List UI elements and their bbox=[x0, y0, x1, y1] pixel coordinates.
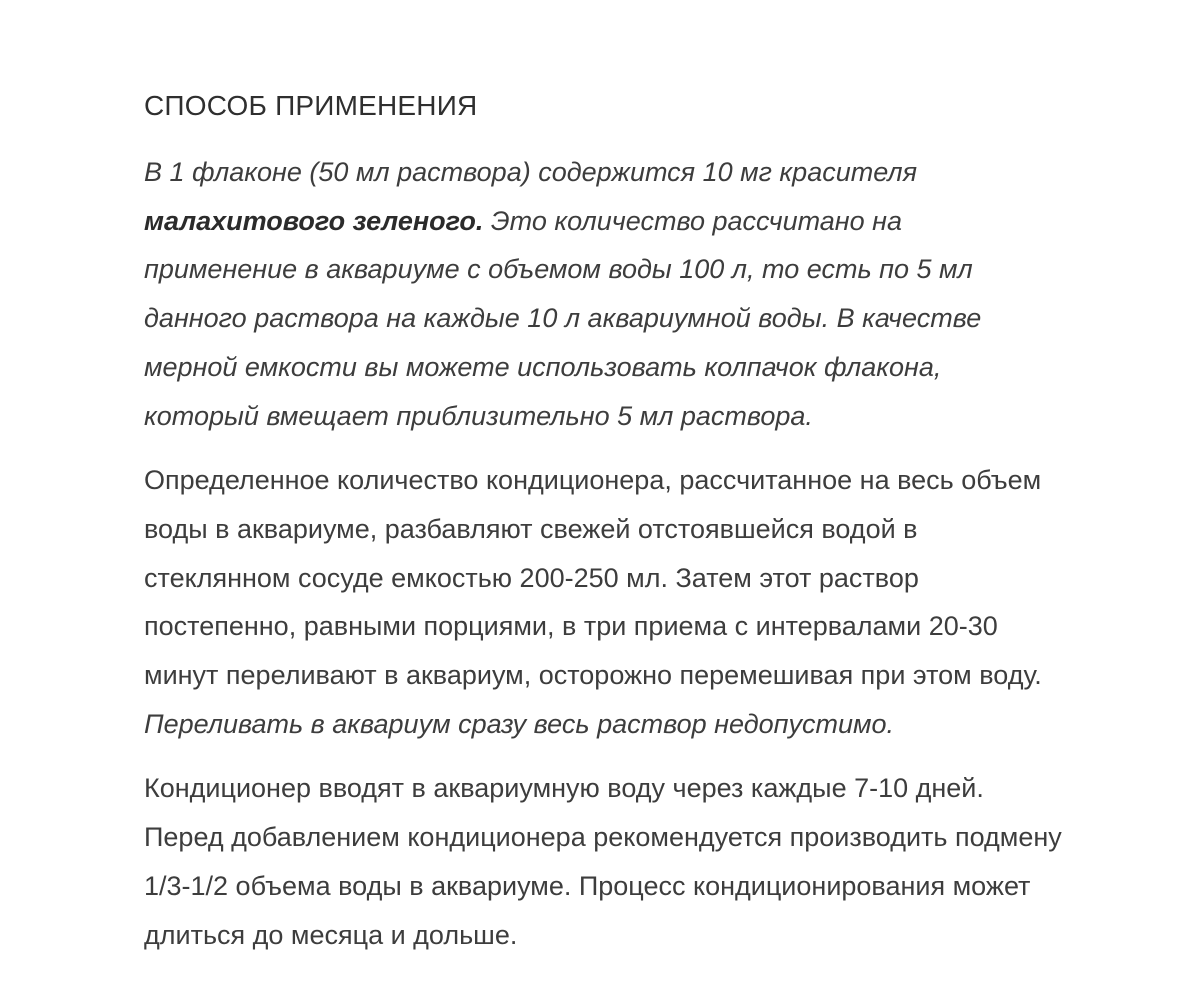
section-heading: СПОСОБ ПРИМЕНЕНИЯ bbox=[144, 90, 478, 121]
preparation-line-4: постепенно, равными порциями, в три приема с интервалами 20-30 bbox=[144, 611, 998, 642]
dye-name: малахитового зеленого. bbox=[144, 205, 484, 236]
preparation-line-5: минут переливают в аквариум, осторожно перемешивая при этом воду. bbox=[144, 660, 1042, 691]
frequency-line-3: 1/3-1/2 объема воды в аквариуме. Процесс кондиционирования может bbox=[144, 870, 1031, 901]
preparation-paragraph bbox=[144, 456, 1184, 748]
dosage-line-6: который вмещает приблизительно 5 мл раствора. bbox=[144, 400, 813, 431]
frequency-line-4: длиться до месяца и дольше. bbox=[144, 919, 518, 950]
frequency-paragraph bbox=[144, 764, 1184, 959]
frequency-line-1: Кондиционер вводят в аквариумную воду через каждые 7-10 дней. bbox=[144, 773, 984, 804]
preparation-line-3: стеклянном сосуде емкостью 200-250 мл. Затем этот раствор bbox=[144, 562, 919, 593]
dosage-line-2 bbox=[144, 197, 1184, 246]
preparation-line-2: воды в аквариуме, разбавляют свежей отстоявшейся водой в bbox=[144, 513, 918, 544]
frequency-line-2: Перед добавлением кондиционера рекомендуется производить подмену bbox=[144, 822, 1062, 853]
dosage-line-1: В 1 флаконе (50 мл раствора) содержится 10 мг красителя bbox=[144, 157, 917, 187]
dosage-line-4: данного раствора на каждые 10 л аквариумной воды. В качестве bbox=[144, 303, 982, 334]
preparation-warning: Переливать в аквариум сразу весь раствор недопустимо. bbox=[144, 708, 895, 739]
preparation-line-1: Определенное количество кондиционера, рассчитанное на весь объем bbox=[144, 465, 1042, 496]
dosage-line-2-rest: Это количество рассчитано на bbox=[483, 205, 903, 236]
dosage-line-3: применение в аквариуме с объемом воды 100 л, то есть по 5 мл bbox=[144, 254, 973, 285]
dosage-line-5: мерной емкости вы можете использовать колпачок флакона, bbox=[144, 351, 942, 382]
dosage-paragraph bbox=[144, 148, 1184, 440]
